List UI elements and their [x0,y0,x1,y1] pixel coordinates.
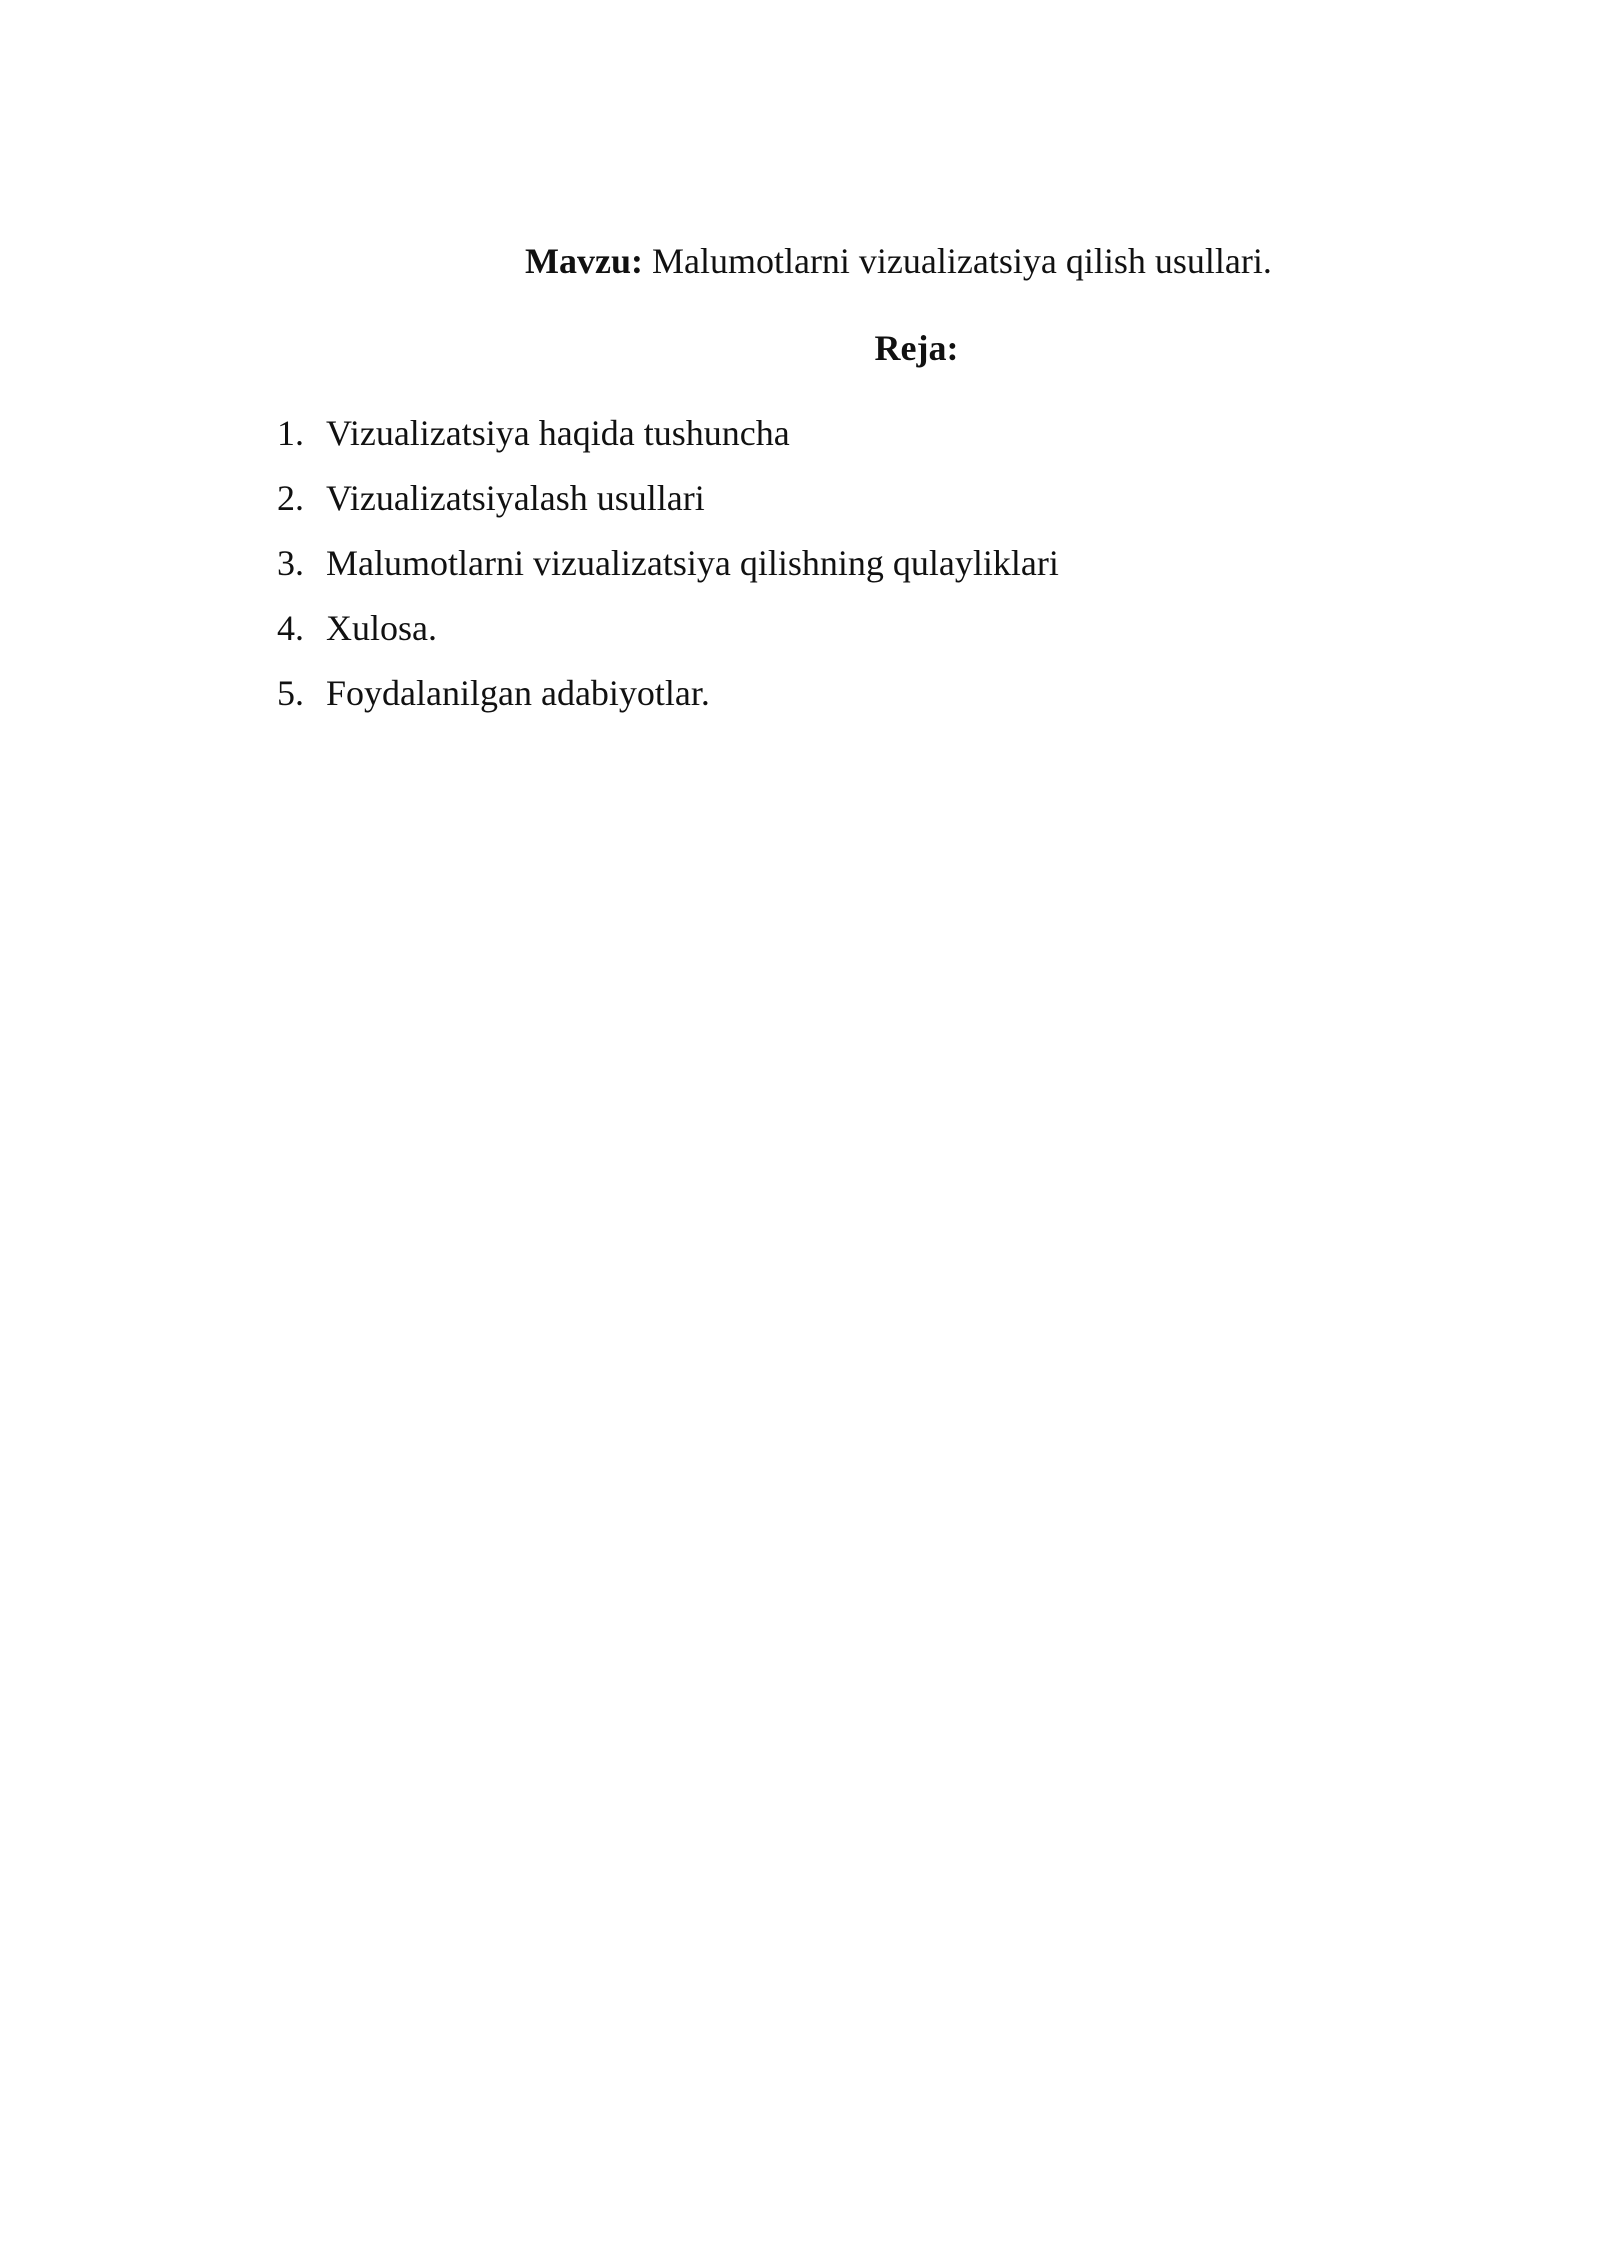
plan-item-number: 5. [277,673,304,713]
plan-item-text: Xulosa. [326,608,437,648]
plan-item-text: Vizualizatsiyalash usullari [326,478,705,518]
plan-list [277,408,1059,733]
plan-item-text: Vizualizatsiya haqida tushuncha [326,413,790,453]
plan-item-text: Malumotlarni vizualizatsiya qilishning qulayliklari [326,543,1059,583]
plan-item [277,603,1059,668]
plan-item-number: 4. [277,608,304,648]
topic-line [525,236,1272,286]
plan-item-number: 1. [277,413,304,453]
plan-item-number: 2. [277,478,304,518]
topic-label: Mavzu: [525,241,643,281]
plan-heading: Reja: [874,328,959,368]
plan-item-text: Foydalanilgan adabiyotlar. [326,673,710,713]
plan-item [277,538,1059,603]
plan-item [277,473,1059,538]
plan-item-number: 3. [277,543,304,583]
topic-text: Malumotlarni vizualizatsiya qilish usullari. [651,241,1272,281]
plan-item [277,408,1059,473]
plan-item [277,668,1059,733]
